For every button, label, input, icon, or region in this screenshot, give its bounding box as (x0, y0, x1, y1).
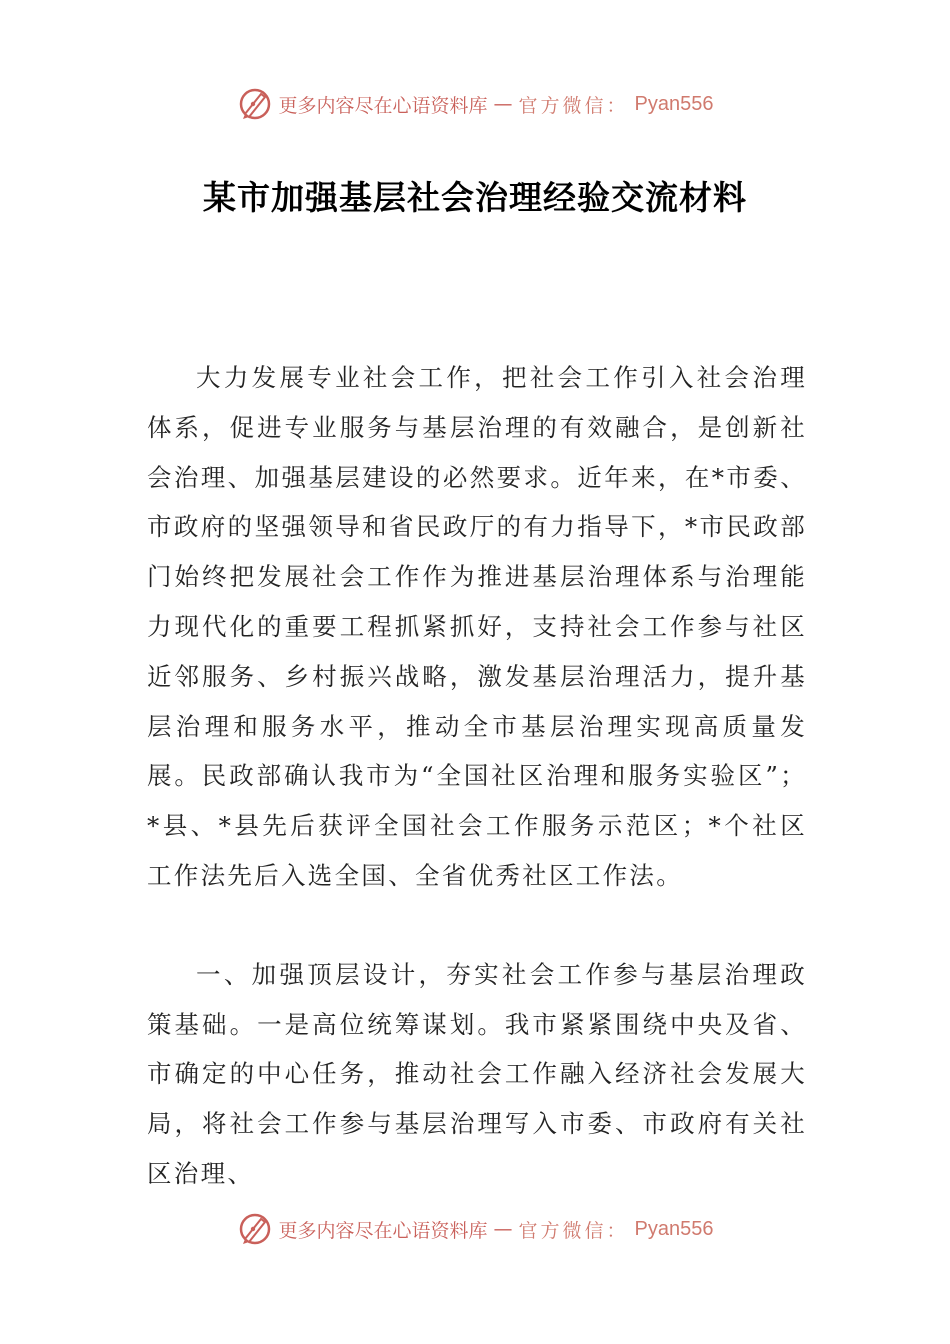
banner-main-text: 更多内容尽在心语资料库 (278, 1219, 488, 1242)
banner-wechat-id: Pyan556 (634, 92, 714, 115)
banner-wechat-label: 官方微信： (518, 94, 629, 117)
footer-banner (0, 1209, 950, 1249)
document-body (147, 353, 807, 1199)
banner-separator: — (493, 1218, 513, 1240)
body-paragraph-section-one: 一、加强顶层设计，夯实社会工作参与基层治理政策基础。一是高位统筹谋划。我市紧紧围绕中央及省、市确定的中心任务，推动社会工作融入经济社会发展大局，将社会工作参与基层治理写入市委、市政府有关社区治理、 (147, 959, 807, 1188)
document-title: 某市加强基层社会治理经验交流材料 (203, 178, 747, 217)
banner-wechat-id: Pyan556 (634, 1217, 714, 1240)
body-paragraph-intro: 大力发展专业社会工作，把社会工作引入社会治理体系，促进专业服务与基层治理的有效融合，是创新社会治理、加强基层建设的必然要求。近年来，在*市委、市政府的坚强领导和省民政厅的有力指导下，*市民政部门始终把发展社会工作作为推进基层治理体系与治理能力现代化的重要工程抓紧抓好，支持社会工作参与社区近邻服务、乡村振兴战略，激发基层治理活力，提升基层治理和服务水平，推动全市基层治理实现高质量发展。民政部确认我市为“全国社区治理和服务实验区”；*县、*县先后获评全国社会工作服务示范区；*个社区工作法先后入选全国、全省优秀社区工作法。 (147, 363, 807, 890)
banner-wechat-label: 官方微信： (518, 1219, 629, 1242)
pen-logo-icon (237, 86, 273, 122)
pen-logo-icon (237, 1211, 273, 1247)
banner-main-text: 更多内容尽在心语资料库 (278, 94, 488, 117)
banner-separator: — (493, 93, 513, 115)
header-banner (0, 84, 950, 124)
